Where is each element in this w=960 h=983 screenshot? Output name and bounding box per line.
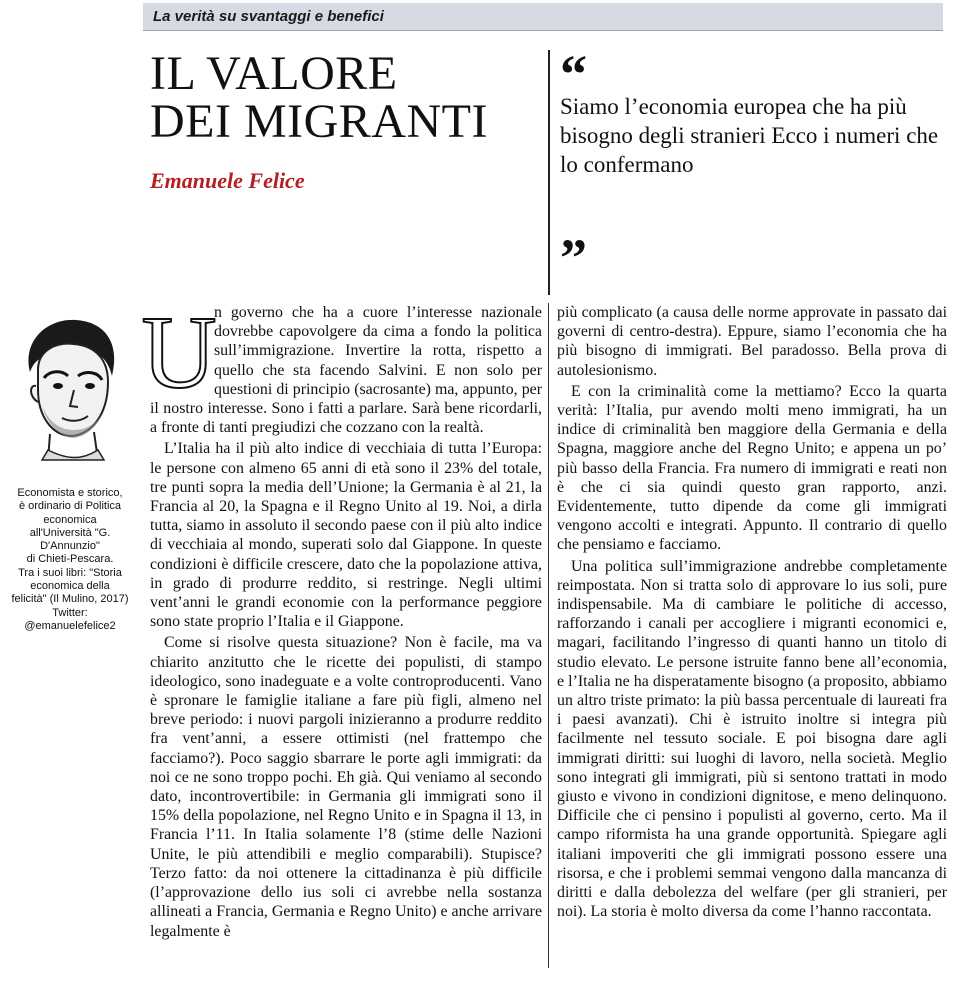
bio-line: economica	[43, 513, 97, 526]
pull-quote	[548, 44, 950, 295]
bio-line: Tra i suoi libri: "Storia	[18, 566, 122, 579]
bio-line: economica della	[30, 580, 110, 593]
article-column-right	[557, 303, 947, 924]
article-paragraph: Come si risolve questa situazione? Non è facile, ma va chiarito anzitutto che le ricette dei populisti, di stampo ideologico, sono inadeguate e a volte controproducenti. Vano è spronare le famiglie italiane a fare più figli, almeno nel breve periodo: i nuovi pargoli inizieranno a produrre reddito fra vent’anni, a essere ottimisti (nel frattempo che facciamo?). Poco saggio sbarrare le porte agli immigrati: da noi ce ne sono troppo pochi. Eh già. Qui veniamo al secondo dato, incontrovertibile: in Germania gli immigrati sono il 15% della popolazione, nel Regno Unito e in Spagna il 13, in Francia l’11. In Italia solamente l’8 (stime delle Nazioni Unite, le più attendibili e meglio comparabili). Stupisce? Terzo fatto: da noi ottenere la cittadinanza è più difficile (l’approvazione dello ius soli ci avrebbe nella sostanza allineati a Francia, Germania e Regno Unito) e anche arrivare legalmente è	[150, 634, 542, 940]
article-column-left	[141, 295, 542, 943]
bio-line: all'Università "G.	[29, 526, 111, 539]
bio-line: è ordinario di Politica	[18, 500, 122, 513]
bio-line: @emanuelefelice2	[24, 619, 116, 632]
article-paragraph: L’Italia ha il più alto indice di vecchiaia di tutta l’Europa: le persone con almeno 65 anni di età sono il 23% del totale, tre punti sopra la media dell’Unione; la Germania è al 21, la Francia al 20, la Spagna e il Regno Unito al 19. Noi, a dirla tutta, siamo in assoluto il secondo paese con il più alto indice di vecchiaia al mondo, superati solo dal Giappone. In queste condizioni è difficile crescere, dato che la popolazione attiva, in grado di produrre reddito, si restringe. Negli ultimi vent’anni le grandi economie con la performance peggiore sono state proprio l’Italia e il Giappone.	[150, 440, 542, 631]
drop-cap-letter: U	[141, 295, 217, 410]
open-quote-mark: “	[560, 44, 587, 104]
article-paragraph: più complicato (a causa delle norme approvate in passato dai governi di centro-destra). Eppure, siamo l’economia che ha più bisogno di immigrati. Bel paradosso. Bella prova di autolesionismo.	[557, 304, 947, 379]
drop-cap	[141, 295, 217, 410]
article-paragraph	[141, 295, 542, 437]
bio-line: felicità" (Il Mulino, 2017)	[11, 593, 129, 606]
author-byline: Emanuele Felice	[150, 168, 305, 193]
pull-quote-text: Siamo l’economia europea che ha più bisogno degli stranieri Ecco i numeri che lo confermano	[560, 94, 939, 177]
section-kicker: La verità su svantaggi e benefici	[143, 3, 943, 31]
bio-line: di Chieti-Pescara.	[26, 553, 114, 566]
article-paragraph: E con la criminalità come la mettiamo? Ecco la quarta verità: l’Italia, pur avendo molti meno immigrati, ha un indice di criminalità ben maggiore della Germania e della Spagna, maggiore anche del Regno Unito; e appena un po’ più basso della Francia. Fra numero di immigrati e reati non è che ci sia quindi questo gran rapporto, anzi. Evidentemente, tutto dipende da come gli immigrati vengono accolti e integrati. Appunto. Il contrario di quello che pensiamo e facciamo.	[557, 382, 947, 554]
headline-line-2: DEI MIGRANTI	[150, 95, 488, 148]
author-portrait-illustration	[8, 310, 128, 460]
bio-line: D'Annunzio"	[40, 540, 100, 553]
bio-line: Twitter:	[52, 606, 88, 619]
close-quote-mark: ”	[560, 228, 587, 288]
article-paragraph: Una politica sull’immigrazione andrebbe completamente reimpostata. Non si tratta solo di approvare lo ius soli, pure indispensabile. Ma di cambiare le politiche di accesso, rafforzando i canali per accogliere i migranti economici e, magari, facilitando l’ingresso di quanti hanno un titolo di studio elevato. Le persone istruite fanno bene all’economia, e l’Italia ne ha disperatamente bisogno (a proposito, abbiamo un altro triste primato: la più bassa percentuale di laureati fra i paesi avanzati). Chi è istruito inoltre si integra più facilmente nel tessuto sociale. E poi bisogna dare agli immigrati diritti: sui luoghi di lavoro, nella società. Meglio sono integrati gli immigrati, più si sentono trattati in modo giusto e vivono in condizioni dignitose, e meno delinquono. Difficile che ci pensino i populisti al governo, certo. Ma il campo riformista ha una grande opportunità. Spiegare agli italiani impoveriti che gli immigrati possono essere una risorsa, e che i problemi semmai vengono dalla mancanza di diritti e dalla debolezza del welfare (per gli stranieri, per noi). La storia è molto diversa da come l’hanno raccontata.	[557, 557, 947, 921]
paragraph-text: n governo che ha a cuore l’interesse nazionale dovrebbe capovolgere da cima a fondo la politica sull’immigrazione. Invertire la rotta, rispetto a quello che sta facendo Salvini. E non solo per questioni di principio (sacrosante) ma, appunto, per il nostro interesse. Sono i fatti a parlare. Sarà bene ricordarli, a fronte di tanti pregiudizi che cozzano con la realtà.	[150, 304, 542, 437]
column-divider	[548, 303, 549, 968]
author-bio	[0, 487, 140, 633]
headline-line-1: IL VALORE	[150, 47, 398, 100]
headline	[150, 47, 540, 148]
bio-line: Economista e storico,	[17, 487, 123, 499]
